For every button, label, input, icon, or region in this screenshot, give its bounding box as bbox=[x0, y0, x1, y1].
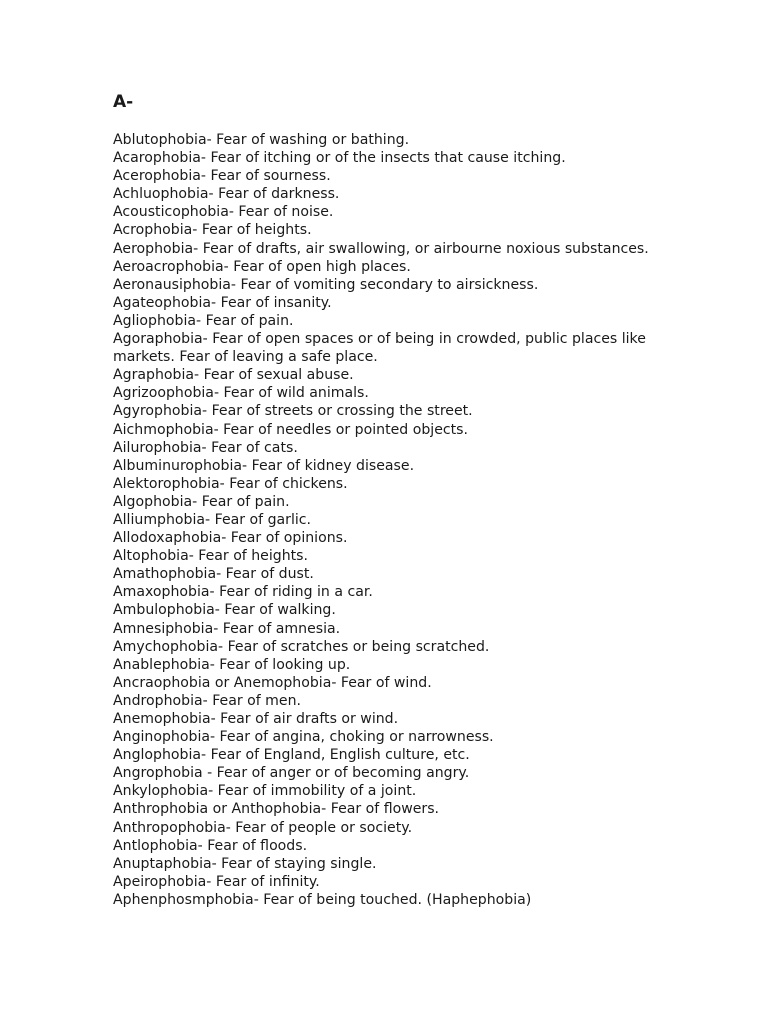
phobia-entry: Anthrophobia or Anthophobia- Fear of flowers. bbox=[113, 801, 440, 818]
phobia-entry: Acousticophobia- Fear of noise. bbox=[113, 204, 334, 221]
phobia-entry: Agrizoophobia- Fear of wild animals. bbox=[113, 385, 369, 402]
phobia-entry: Algophobia- Fear of pain. bbox=[113, 493, 290, 510]
phobia-entry: Ambulophobia- Fear of walking. bbox=[113, 602, 336, 619]
phobia-entry: Antlophobia- Fear of floods. bbox=[113, 837, 308, 854]
phobia-entry: Alliumphobia- Fear of garlic. bbox=[113, 511, 312, 528]
phobia-entry: Ankylophobia- Fear of immobility of a joint. bbox=[113, 783, 417, 800]
phobia-entry: Altophobia- Fear of heights. bbox=[113, 548, 308, 565]
phobia-entry: Amathophobia- Fear of dust. bbox=[113, 566, 314, 583]
phobia-entry: Angrophobia - Fear of anger or of becoming angry. bbox=[113, 765, 470, 782]
phobia-entry: Ancraophobia or Anemophobia- Fear of wind. bbox=[113, 674, 432, 691]
phobia-entry: Apeirophobia- Fear of infinity. bbox=[113, 873, 320, 890]
phobia-entry: Amnesiphobia- Fear of amnesia. bbox=[113, 620, 341, 637]
phobia-entry: Agoraphobia- Fear of open spaces or of being in crowded, public places like markets. Fear of leaving a safe place. bbox=[113, 331, 646, 366]
phobia-entry: Ablutophobia- Fear of washing or bathing. bbox=[113, 132, 410, 148]
phobia-entry: Anablephobia- Fear of looking up. bbox=[113, 656, 351, 673]
phobia-entry: Achluophobia- Fear of darkness. bbox=[113, 186, 340, 203]
phobia-entry: Acerophobia- Fear of sourness. bbox=[113, 168, 331, 185]
phobia-entry: Agraphobia- Fear of sexual abuse. bbox=[113, 367, 354, 384]
phobia-entry: Anginophobia- Fear of angina, choking or narrowness. bbox=[113, 729, 494, 746]
phobia-entry: Anthropophobia- Fear of people or society. bbox=[113, 819, 413, 836]
phobia-entry: Ailurophobia- Fear of cats. bbox=[113, 439, 298, 456]
phobia-entry: Aichmophobia- Fear of needles or pointed objects. bbox=[113, 421, 468, 438]
phobia-entry: Aeroacrophobia- Fear of open high places. bbox=[113, 258, 411, 275]
phobia-entry: Amychophobia- Fear of scratches or being scratched. bbox=[113, 638, 490, 655]
phobia-entry: Acarophobia- Fear of itching or of the insects that cause itching. bbox=[113, 150, 566, 167]
phobia-entry: Agateophobia- Fear of insanity. bbox=[113, 294, 332, 311]
phobia-entry: Agyrophobia- Fear of streets or crossing the street. bbox=[113, 403, 473, 420]
phobia-entry: Androphobia- Fear of men. bbox=[113, 692, 301, 709]
phobia-entry: Allodoxaphobia- Fear of opinions. bbox=[113, 530, 348, 547]
phobia-entry: Albuminurophobia- Fear of kidney disease. bbox=[113, 457, 415, 474]
phobia-entry: Acrophobia- Fear of heights. bbox=[113, 222, 312, 239]
phobia-entry: Amaxophobia- Fear of riding in a car. bbox=[113, 584, 373, 601]
phobia-entry: Anglophobia- Fear of England, English culture, etc. bbox=[113, 747, 470, 764]
phobia-entry: Aerophobia- Fear of drafts, air swallowing, or airbourne noxious substances. bbox=[113, 240, 649, 257]
phobia-entry: Aphenphosmphobia- Fear of being touched. (Haphephobia) bbox=[113, 891, 532, 908]
phobia-list bbox=[113, 131, 693, 909]
phobia-entry: Agliophobia- Fear of pain. bbox=[113, 312, 294, 329]
phobia-entry: Aeronausiphobia- Fear of vomiting secondary to airsickness. bbox=[113, 276, 539, 293]
phobia-entry: Anemophobia- Fear of air drafts or wind. bbox=[113, 711, 399, 727]
phobia-entry: Anuptaphobia- Fear of staying single. bbox=[113, 855, 377, 872]
phobia-entry: Alektorophobia- Fear of chickens. bbox=[113, 475, 348, 492]
section-heading: A- bbox=[113, 92, 134, 112]
